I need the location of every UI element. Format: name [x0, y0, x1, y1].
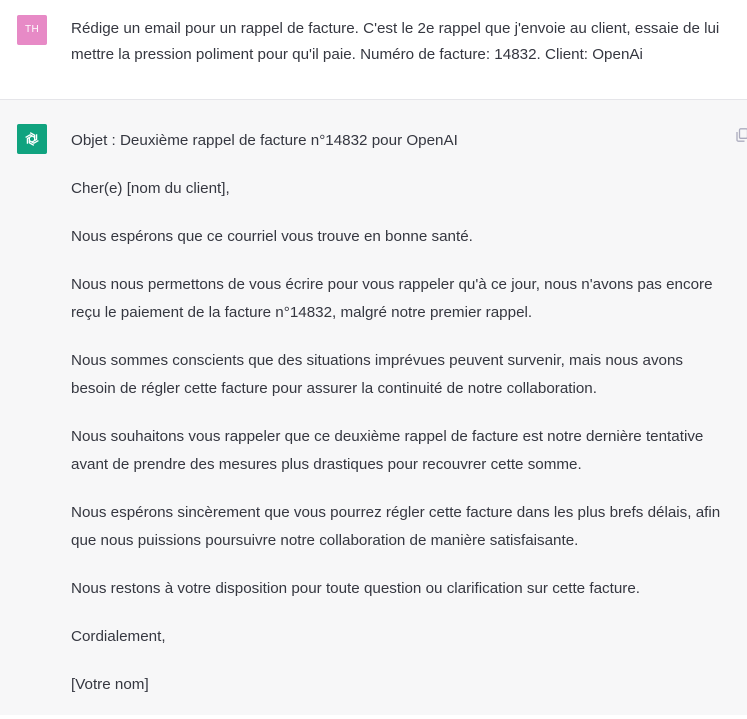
openai-logo-icon	[22, 129, 42, 149]
email-paragraph: Nous sommes conscients que des situations imprévues peuvent survenir, mais nous avons besoin de régler cette facture pour assurer la continuité de notre collaboration.	[71, 347, 731, 403]
email-signature: [Votre nom]	[71, 671, 731, 699]
assistant-avatar	[17, 124, 47, 154]
email-closing: Cordialement,	[71, 623, 731, 651]
user-message-text: Rédige un email pour un rappel de facture. C'est le 2e rappel que j'envoie au client, essaie de lui mettre la pression poliment pour qu'il paie. Numéro de facture: 14832. Client: OpenAi	[71, 16, 741, 68]
assistant-message-row	[0, 100, 747, 715]
email-paragraph: Nous espérons que ce courriel vous trouve en bonne santé.	[71, 223, 731, 251]
copy-icon[interactable]	[736, 128, 747, 142]
user-message-row	[0, 0, 747, 100]
email-greeting: Cher(e) [nom du client],	[71, 175, 731, 203]
assistant-message-text	[71, 127, 731, 719]
user-avatar: TH	[17, 15, 47, 45]
email-paragraph: Nous nous permettons de vous écrire pour vous rappeler qu'à ce jour, nous n'avons pas encore reçu le paiement de la facture n°14832, malgré notre premier rappel.	[71, 271, 731, 327]
email-subject: Objet : Deuxième rappel de facture n°14832 pour OpenAI	[71, 127, 731, 155]
email-paragraph: Nous restons à votre disposition pour toute question ou clarification sur cette facture.	[71, 575, 731, 603]
email-paragraph: Nous souhaitons vous rappeler que ce deuxième rappel de facture est notre dernière tentative avant de prendre des mesures plus drastiques pour recouvrer cette somme.	[71, 423, 731, 479]
email-paragraph: Nous espérons sincèrement que vous pourrez régler cette facture dans les plus brefs délais, afin que nous puissions poursuivre notre collaboration de manière satisfaisante.	[71, 499, 731, 555]
